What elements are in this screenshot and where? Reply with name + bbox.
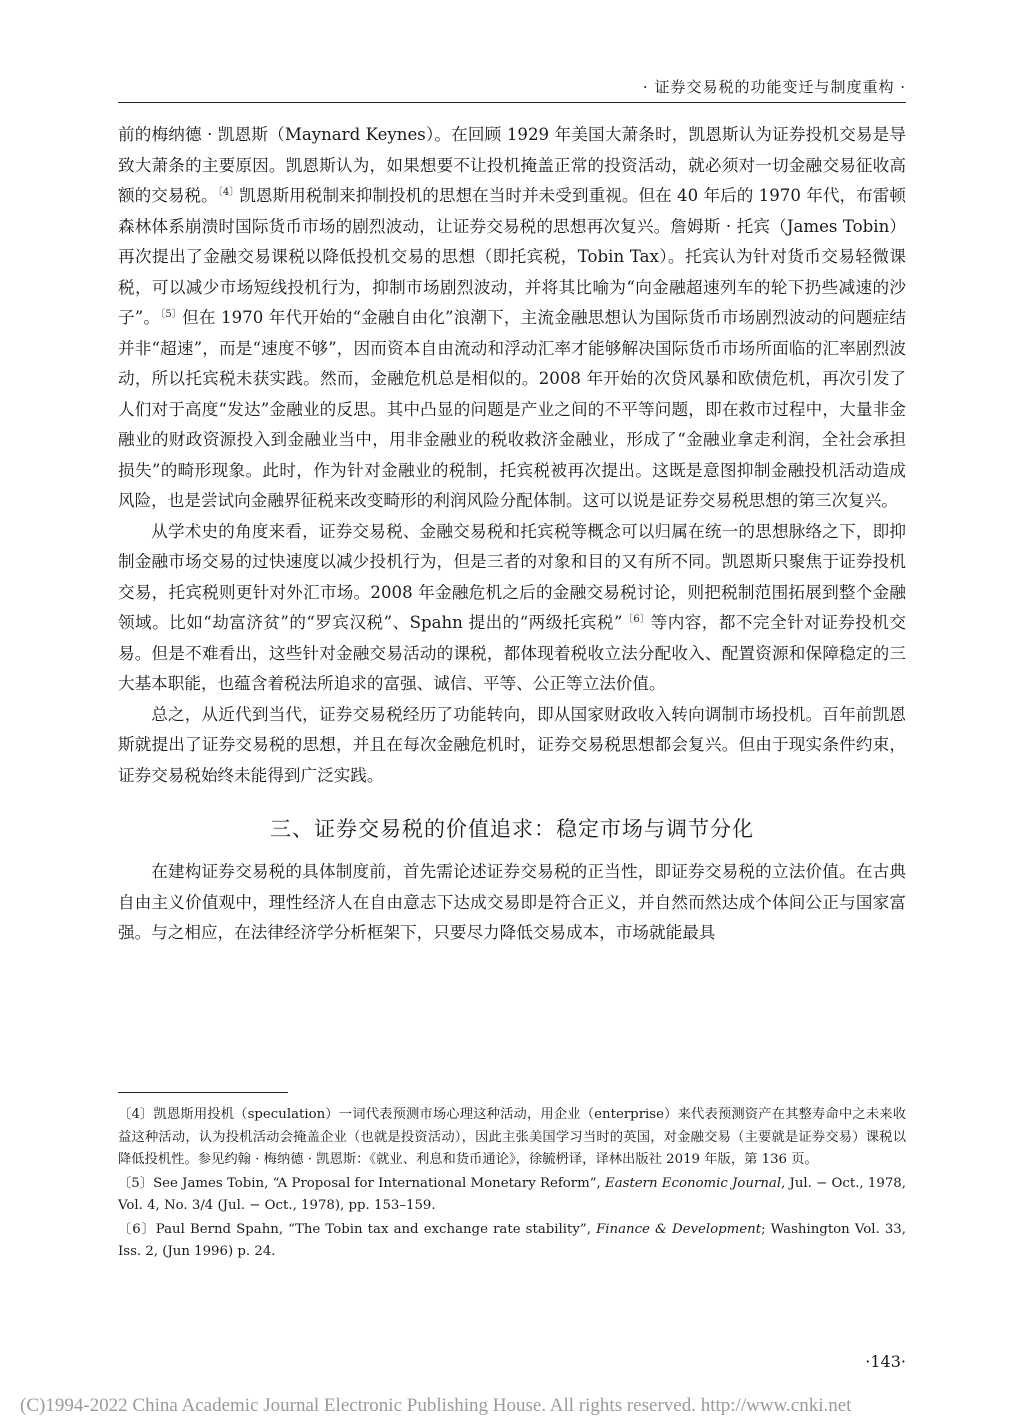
footnote-5-details: , Jul. − Oct., 1978, Vol. 4, No. 3/4 (Jul. − Oct., 1978), pp. 153–159. <box>118 1175 906 1213</box>
paragraph-1-part-b: 凯恩斯用税制来抑制投机的思想在当时并未受到重视。但在 40 年后的 1970 年代，布雷顿森林体系崩溃时国际货币市场的剧烈波动，让证券交易税的思想再次复兴。詹姆斯 · 托宾（James Tobin）再次提出了金融交易课税以降低投机交易的思想（即托宾税，Tobin Tax）。托宾认为针对货币交易轻微课税，可以减少市场短线投机行为，抑制市场剧烈波动，并将其比喻为“向金融超速列车的轮下扔些减速的沙子”。 <box>118 186 906 327</box>
footnote-divider <box>118 1092 288 1093</box>
paragraph-3: 总之，从近代到当代，证券交易税经历了功能转向，即从国家财政收入转向调制市场投机。百年前凯恩斯就提出了证券交易税的思想，并且在每次金融危机时，证券交易税思想都会复兴。但由于现实条件约束，证券交易税始终未能得到广泛实践。 <box>118 704 906 785</box>
footnote-6-text: 〔6〕Paul Bernd Spahn, “The Tobin tax and exchange rate stability”, <box>118 1221 591 1237</box>
paragraph-1 <box>118 120 906 517</box>
footnote-6-journal: Finance & Development <box>596 1221 762 1237</box>
footnote-5-text: 〔5〕See James Tobin, “A Proposal for International Monetary Reform”, <box>118 1175 601 1191</box>
running-title: · 证券交易税的功能变迁与制度重构 · <box>642 78 906 96</box>
running-header <box>118 62 906 103</box>
paragraph-2-part-b: 等内容，都不完全针对证券投机交易。但是不难看出，这些针对金融交易活动的课税，都体现着税收立法分配收入、配置资源和保障稳定的三大基本职能，也蕴含着税法所追求的富强、诚信、平等、公正等立法价值。 <box>118 613 906 693</box>
footnote-4: 〔4〕凯恩斯用投机（speculation）一词代表预测市场心理这种活动，用企业（enterprise）来代表预测资产在其整寿命中之未来收益这种活动，认为投机活动会掩盖企业（也就是投资活动），因此主张美国学习当时的英国，对金融交易（主要就是证券交易）课税以降低投机性。参见约翰 · 梅纳德 · 凯恩斯：《就业、利息和货币通论》，徐毓枬译，译林出版社 2019 年版，第 136 页。 <box>118 1107 906 1167</box>
copyright-notice: (C)1994-2022 China Academic Journal Electronic Publishing House. All rights reserved. http://www.cnki.net <box>20 1395 852 1416</box>
paragraph-2-part-a: 从学术史的角度来看，证券交易税、金融交易税和托宾税等概念可以归属在统一的思想脉络之下，即抑制金融市场交易的过快速度以减少投机行为，但是三者的对象和目的又有所不同。凯恩斯只聚焦于证券投机交易，托宾税则更针对外汇市场。2008 年金融危机之后的金融交易税讨论，则把税制范围拓展到整个金融领域。比如“劫富济贫”的“罗宾汉税”、Spahn 提出的“两级托宾税” <box>118 521 906 632</box>
footnote-ref-5[interactable]: 〔5〕 <box>160 309 183 320</box>
footnote-ref-6[interactable]: 〔6〕 <box>622 614 651 625</box>
footnote-ref-4[interactable]: 〔4〕 <box>217 187 240 198</box>
footnote-6-details: ; Washington Vol. 33, Iss. 2, (Jun 1996) p. 24. <box>118 1221 906 1259</box>
page-number: ·143· <box>865 1352 906 1371</box>
footnote-5-journal: Eastern Economic Journal <box>604 1175 782 1191</box>
paragraph-1-part-c: 但在 1970 年代开始的“金融自由化”浪潮下，主流金融思想认为国际货币市场剧烈波动的问题症结并非“超速”，而是“速度不够”，因而资本自由流动和浮动汇率才能够解决国际货币市场所面临的汇率剧烈波动，所以托宾税未获实践。然而，金融危机总是相似的。2008 年开始的次贷风暴和欧债危机，再次引发了人们对于高度“发达”金融业的反思。其中凸显的问题是产业之间的不平等问题，即在救市过程中，大量非金融业的财政资源投入到金融业当中，用非金融业的税收救济金融业，形成了“金融业拿走利润，全社会承担损失”的畸形现象。此时，作为针对金融业的税制，托宾税被再次提出。这既是意图抑制金融投机活动造成风险，也是尝试向金融界征税来改变畸形的利润风险分配体制。这可以说是证券交易税思想的第三次复兴。 <box>118 308 907 510</box>
section-heading: 三、证券交易税的价值追求：稳定市场与调节分化 <box>270 817 754 841</box>
footnote-5 <box>118 1173 906 1218</box>
footnote-6 <box>118 1219 906 1264</box>
paragraph-1-part-a: 前的梅纳德 · 凯恩斯（Maynard Keynes）。在回顾 1929 年美国大萧条时，凯恩斯认为证券投机交易是导致大萧条的主要原因。凯恩斯认为，如果想要不让投机掩盖正常的投资活动，就必须对一切金融交易征收高额的交易税。 <box>118 125 906 205</box>
paragraph-2 <box>118 517 906 700</box>
body-text <box>118 120 906 949</box>
paragraph-4: 在建构证券交易税的具体制度前，首先需论述证券交易税的正当性，即证券交易税的立法价值。在古典自由主义价值观中，理性经济人在自由意志下达成交易即是符合正义，并自然而然达成个体间公正与国家富强。与之相应，在法律经济学分析框架下，只要尽力降低交易成本，市场就能最具 <box>118 862 906 942</box>
footnotes <box>118 1104 906 1265</box>
